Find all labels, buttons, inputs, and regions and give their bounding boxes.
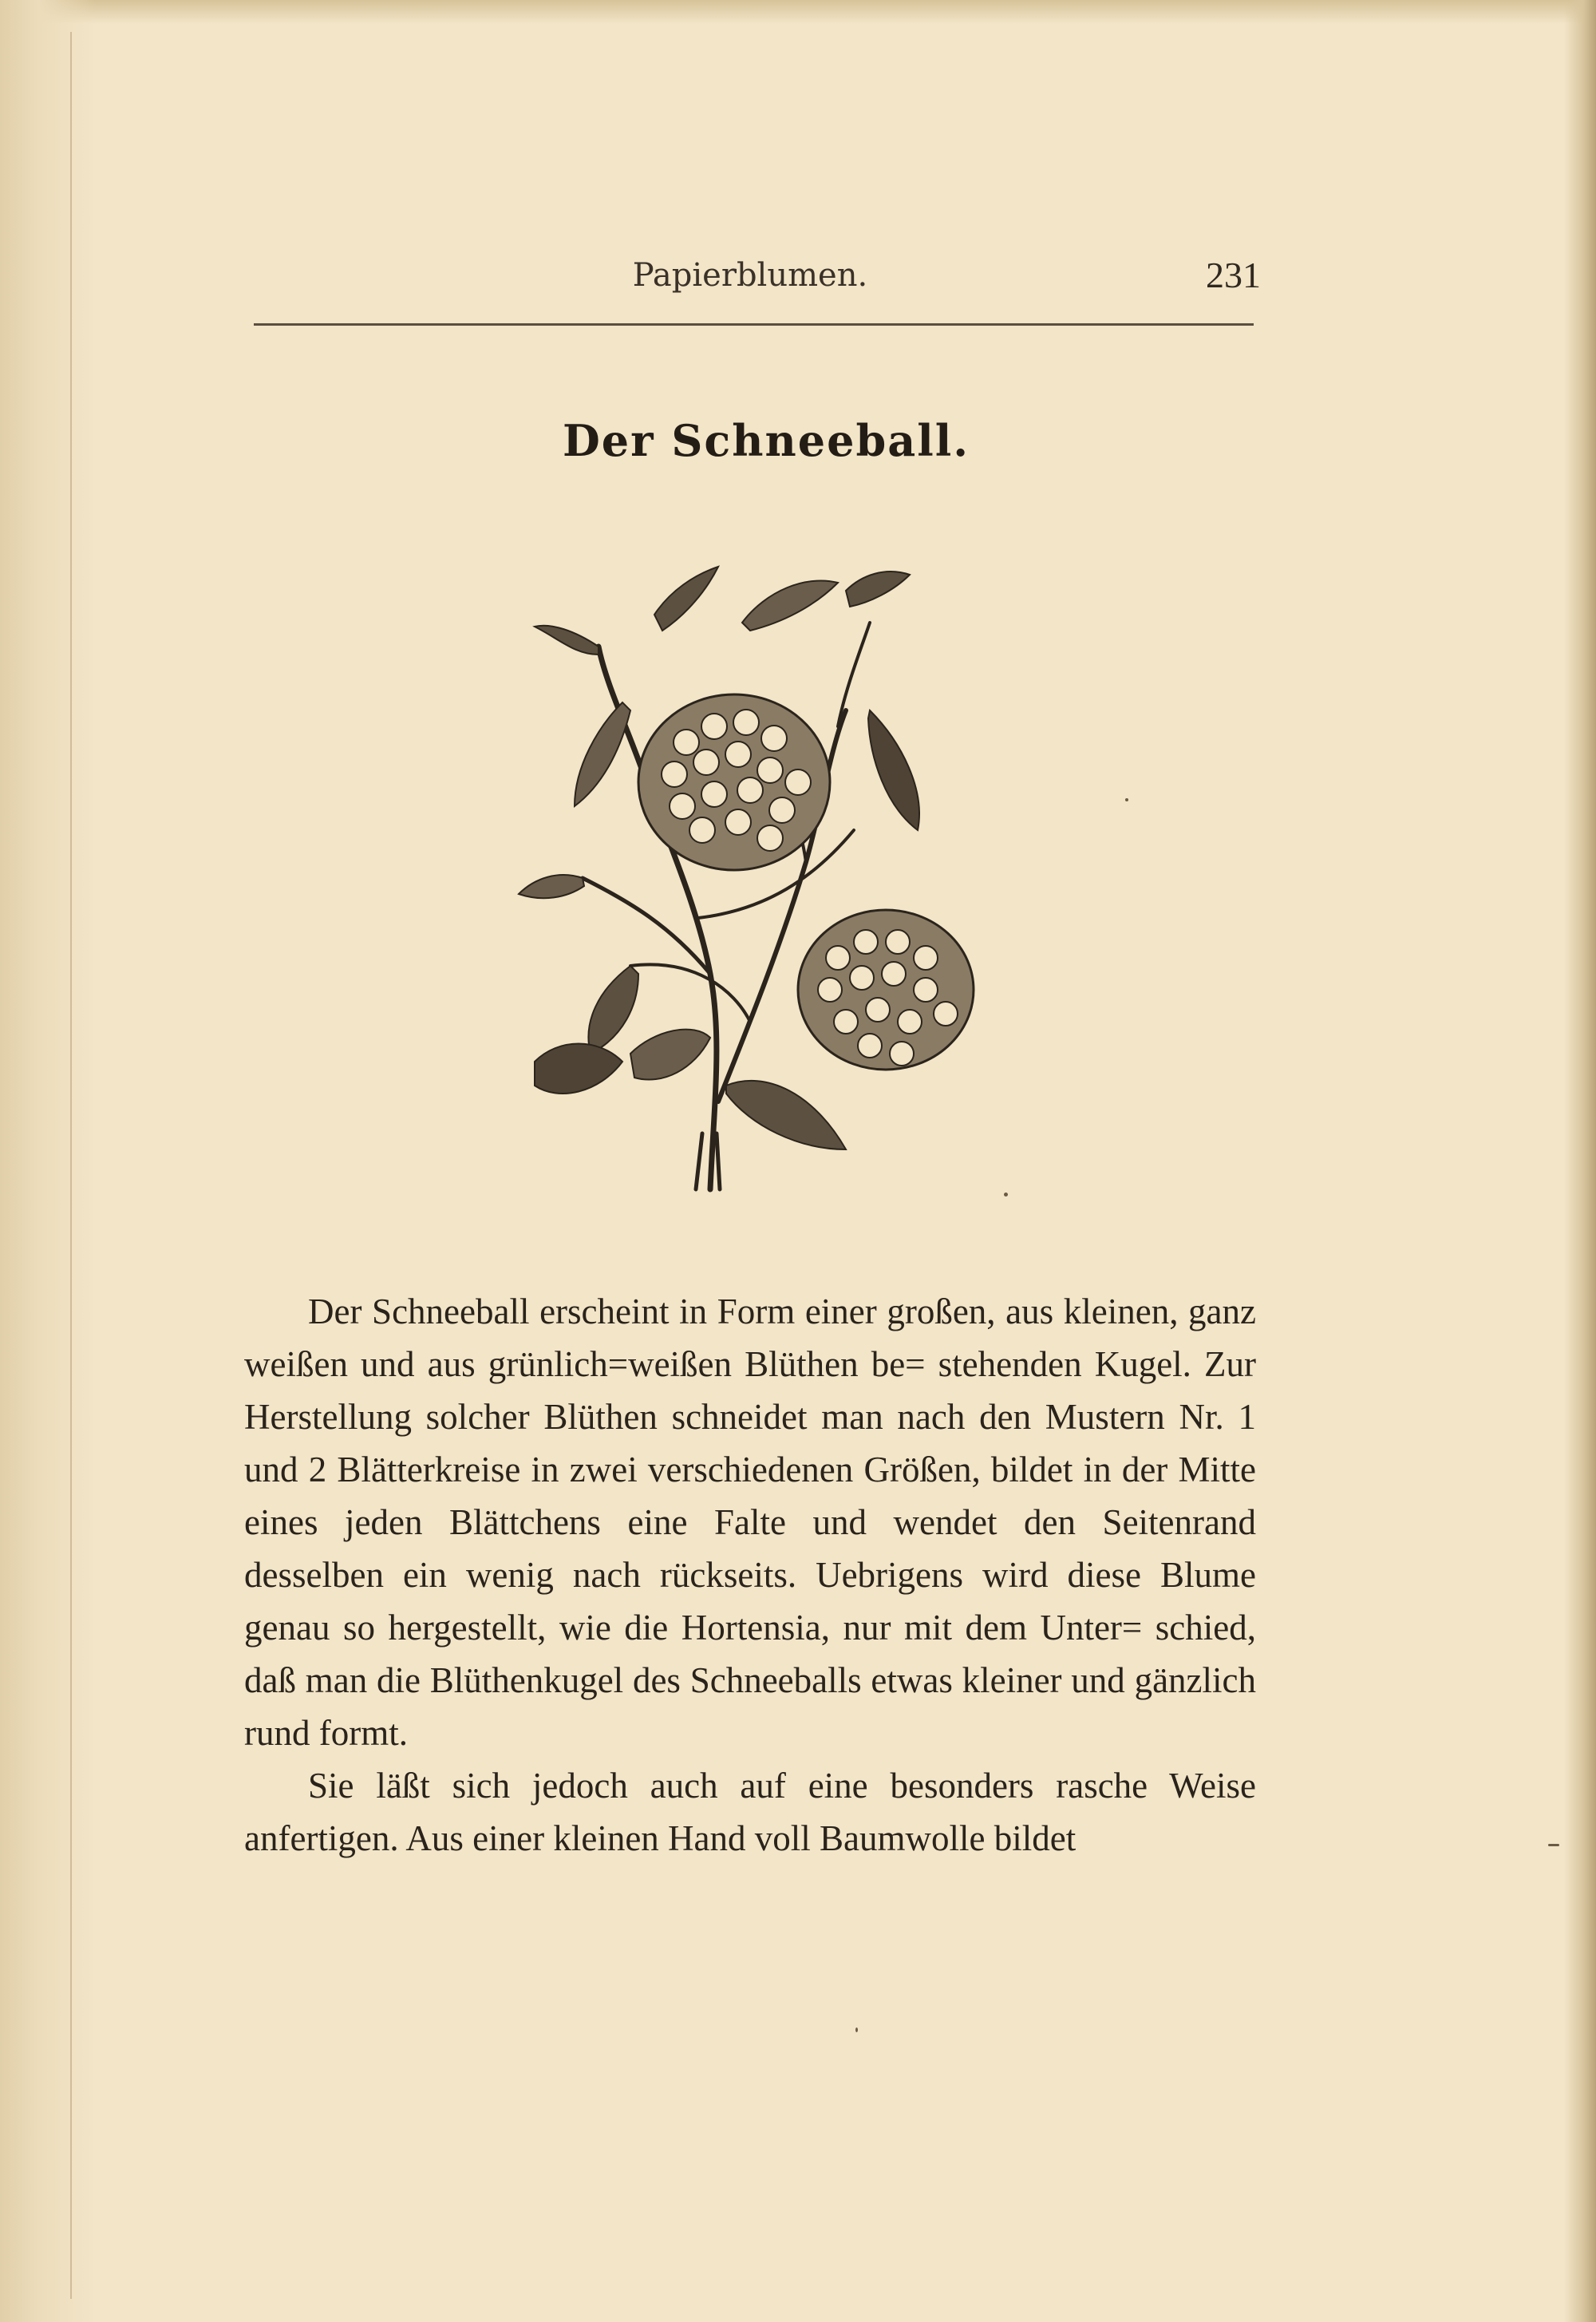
snowball-flower-engraving-icon <box>511 543 1021 1213</box>
header-rule <box>254 323 1254 326</box>
paper-speck <box>1548 1844 1559 1846</box>
page-number: 231 <box>1206 255 1261 295</box>
page-right-edge <box>1564 0 1596 2322</box>
running-head: Papierblumen. <box>632 257 868 294</box>
paper-speck <box>1125 798 1128 801</box>
binding-fold-line <box>70 32 72 2299</box>
chapter-title: Der Schneeball. <box>562 415 970 466</box>
paragraph-2: Sie läßt sich jedoch auch auf eine besonders rasche Weise anfertigen. Aus einer kleinen Hand voll Baumwolle bildet <box>244 1766 1256 1858</box>
paper-speck <box>1004 1193 1008 1197</box>
body-text <box>244 1285 1256 1865</box>
paragraph-1: Der Schneeball erscheint in Form einer großen, aus kleinen, ganz weißen und aus grünlich=weißen Blüthen be= stehenden Kugel. Zur Herstellung solcher Blüthen schneidet man nach den Mustern Nr. 1 und 2 Blätterkreise in zwei verschiedenen Größen, bildet in der Mitte eines jeden Blättchens eine Falte und wendet den Seitenrand desselben ein wenig nach rückseits. Uebrigens wird diese Blume genau so hergestellt, wie die Hortensia, nur mit dem Unter= schied, daß man die Blüthenkugel des Schneeballs etwas kleiner und gänzlich rund formt. <box>244 1292 1256 1753</box>
binding-edge-shadow <box>0 0 96 2322</box>
page-top-edge-shadow <box>0 0 1596 24</box>
paper-speck <box>855 2027 858 2032</box>
